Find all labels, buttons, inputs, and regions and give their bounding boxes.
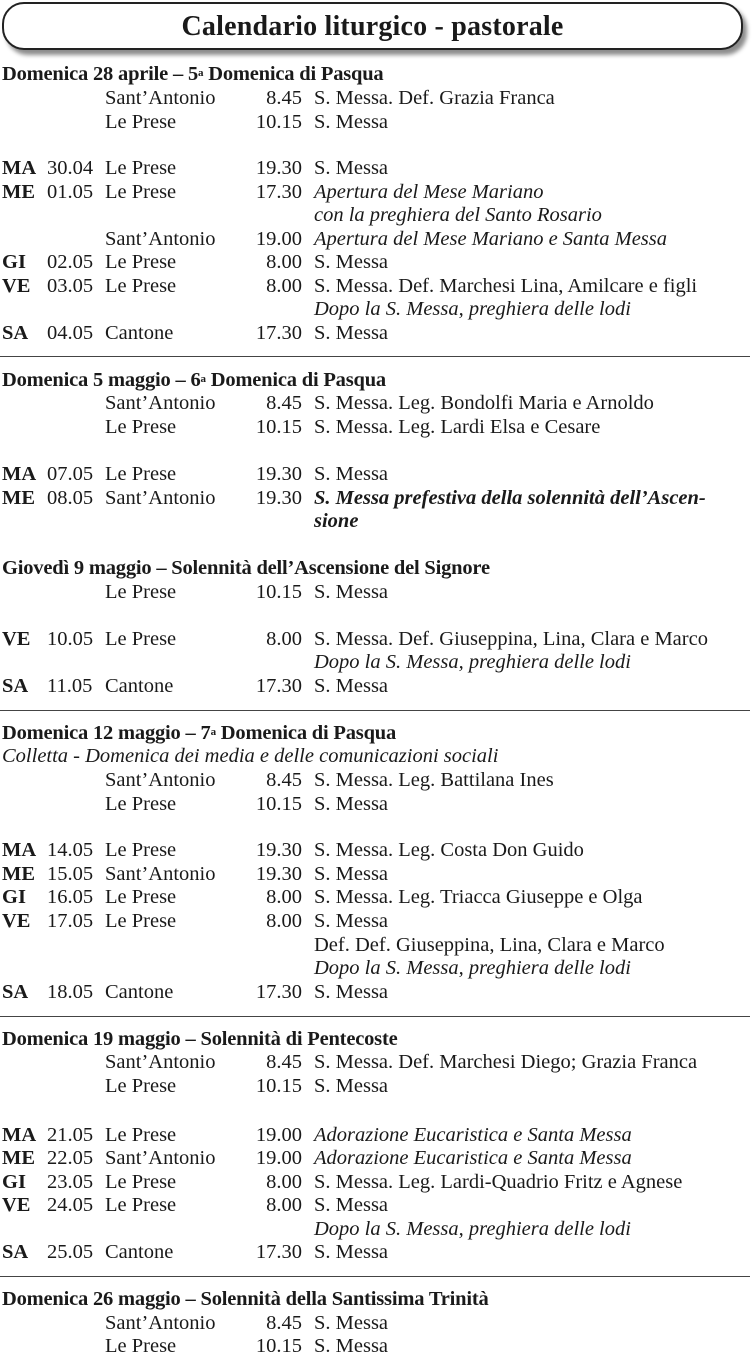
schedule-row: Sant’Antonio 8.45 S. Messa. Leg. Battilana Ines (105, 769, 554, 791)
schedule-row-continued: sione (314, 510, 359, 532)
section-heading: Domenica 19 maggio – Solennità di Pentecoste (2, 1028, 398, 1050)
schedule-row: MA 14.05 Le Prese 19.30 S. Messa. Leg. Costa Don Guido (2, 839, 584, 861)
schedule-row: Le Prese 10.15 S. Messa (105, 1075, 389, 1097)
page-title: Calendario liturgico - pastorale (181, 11, 564, 42)
schedule-row: Le Prese 10.15 S. Messa (105, 1335, 389, 1357)
section-heading: Domenica 5 maggio – 6$^a$ Domenica di Pasqua (2, 369, 386, 391)
schedule-row: ME 08.05 Sant’Antonio 19.30 S. Messa prefestiva della solennità dell’Ascen- (2, 487, 706, 509)
section-divider (0, 1276, 750, 1277)
section-heading: Domenica 28 aprile – 5$^a$ Domenica di Pasqua (2, 63, 384, 85)
schedule-row: Le Prese 10.15 S. Messa (105, 581, 389, 603)
schedule-row: Sant’Antonio 8.45 S. Messa. Def. Marchesi Diego; Grazia Franca (105, 1051, 698, 1073)
schedule-row-continued: con la preghiera del Santo Rosario (314, 204, 602, 226)
schedule-row: SA 04.05 Cantone 17.30 S. Messa (2, 322, 389, 344)
schedule-note: Dopo la S. Messa, preghiera delle lodi (314, 298, 631, 320)
section-divider (0, 356, 750, 357)
schedule-row: GI 02.05 Le Prese 8.00 S. Messa (2, 251, 389, 273)
section-divider (0, 710, 750, 711)
schedule-row: Sant’Antonio 8.45 S. Messa. Def. Grazia Franca (105, 87, 555, 109)
schedule-row: SA 25.05 Cantone 17.30 S. Messa (2, 1241, 389, 1263)
schedule-row: Sant’Antonio 8.45 S. Messa. Leg. Bondolfi Maria e Arnoldo (105, 392, 654, 414)
schedule-row: Sant’Antonio 8.45 S. Messa (105, 1312, 389, 1334)
schedule-note: Dopo la S. Messa, preghiera delle lodi (314, 1218, 631, 1240)
section-heading: Giovedì 9 maggio – Solennità dell’Ascensione del Signore (2, 557, 490, 579)
schedule-row: MA 30.04 Le Prese 19.30 S. Messa (2, 157, 389, 179)
schedule-row: VE 10.05 Le Prese 8.00 S. Messa. Def. Giuseppina, Lina, Clara e Marco (2, 628, 708, 650)
schedule-row: MA 21.05 Le Prese 19.00 Adorazione Eucaristica e Santa Messa (2, 1124, 632, 1146)
schedule-row: GI 16.05 Le Prese 8.00 S. Messa. Leg. Triacca Giuseppe e Olga (2, 886, 643, 908)
schedule-row: MA 07.05 Le Prese 19.30 S. Messa (2, 463, 389, 485)
schedule-row: VE 17.05 Le Prese 8.00 S. Messa (2, 910, 389, 932)
schedule-row: VE 24.05 Le Prese 8.00 S. Messa (2, 1194, 389, 1216)
schedule-row: ME 15.05 Sant’Antonio 19.30 S. Messa (2, 863, 389, 885)
schedule-row: Le Prese 10.15 S. Messa (105, 793, 389, 815)
schedule-row: Le Prese 10.15 S. Messa. Leg. Lardi Elsa e Cesare (105, 416, 601, 438)
schedule-row: Le Prese 10.15 S. Messa (105, 111, 389, 133)
section-heading: Domenica 26 maggio – Solennità della Santissima Trinità (2, 1288, 489, 1310)
section-divider (0, 1016, 750, 1017)
schedule-note: Dopo la S. Messa, preghiera delle lodi (314, 651, 631, 673)
schedule-row: SA 18.05 Cantone 17.30 S. Messa (2, 981, 389, 1003)
section-subtitle: Colletta - Domenica dei media e delle comunicazioni sociali (2, 745, 499, 767)
schedule-row: ME 22.05 Sant’Antonio 19.00 Adorazione Eucaristica e Santa Messa (2, 1147, 632, 1169)
schedule-row: Sant’Antonio 19.00 Apertura del Mese Mariano e Santa Messa (105, 228, 667, 250)
section-heading: Domenica 12 maggio – 7$^a$ Domenica di Pasqua (2, 722, 397, 744)
schedule-note: Dopo la S. Messa, preghiera delle lodi (314, 957, 631, 979)
schedule-row: ME 01.05 Le Prese 17.30 Apertura del Mese Mariano (2, 181, 544, 203)
schedule-row: GI 23.05 Le Prese 8.00 S. Messa. Leg. Lardi-Quadrio Fritz e Agnese (2, 1171, 683, 1193)
title-banner (2, 2, 743, 50)
schedule-row-continued: Def. Def. Giuseppina, Lina, Clara e Marco (314, 934, 665, 956)
schedule-row: VE 03.05 Le Prese 8.00 S. Messa. Def. Marchesi Lina, Amilcare e figli (2, 275, 698, 297)
schedule-row: SA 11.05 Cantone 17.30 S. Messa (2, 675, 389, 697)
